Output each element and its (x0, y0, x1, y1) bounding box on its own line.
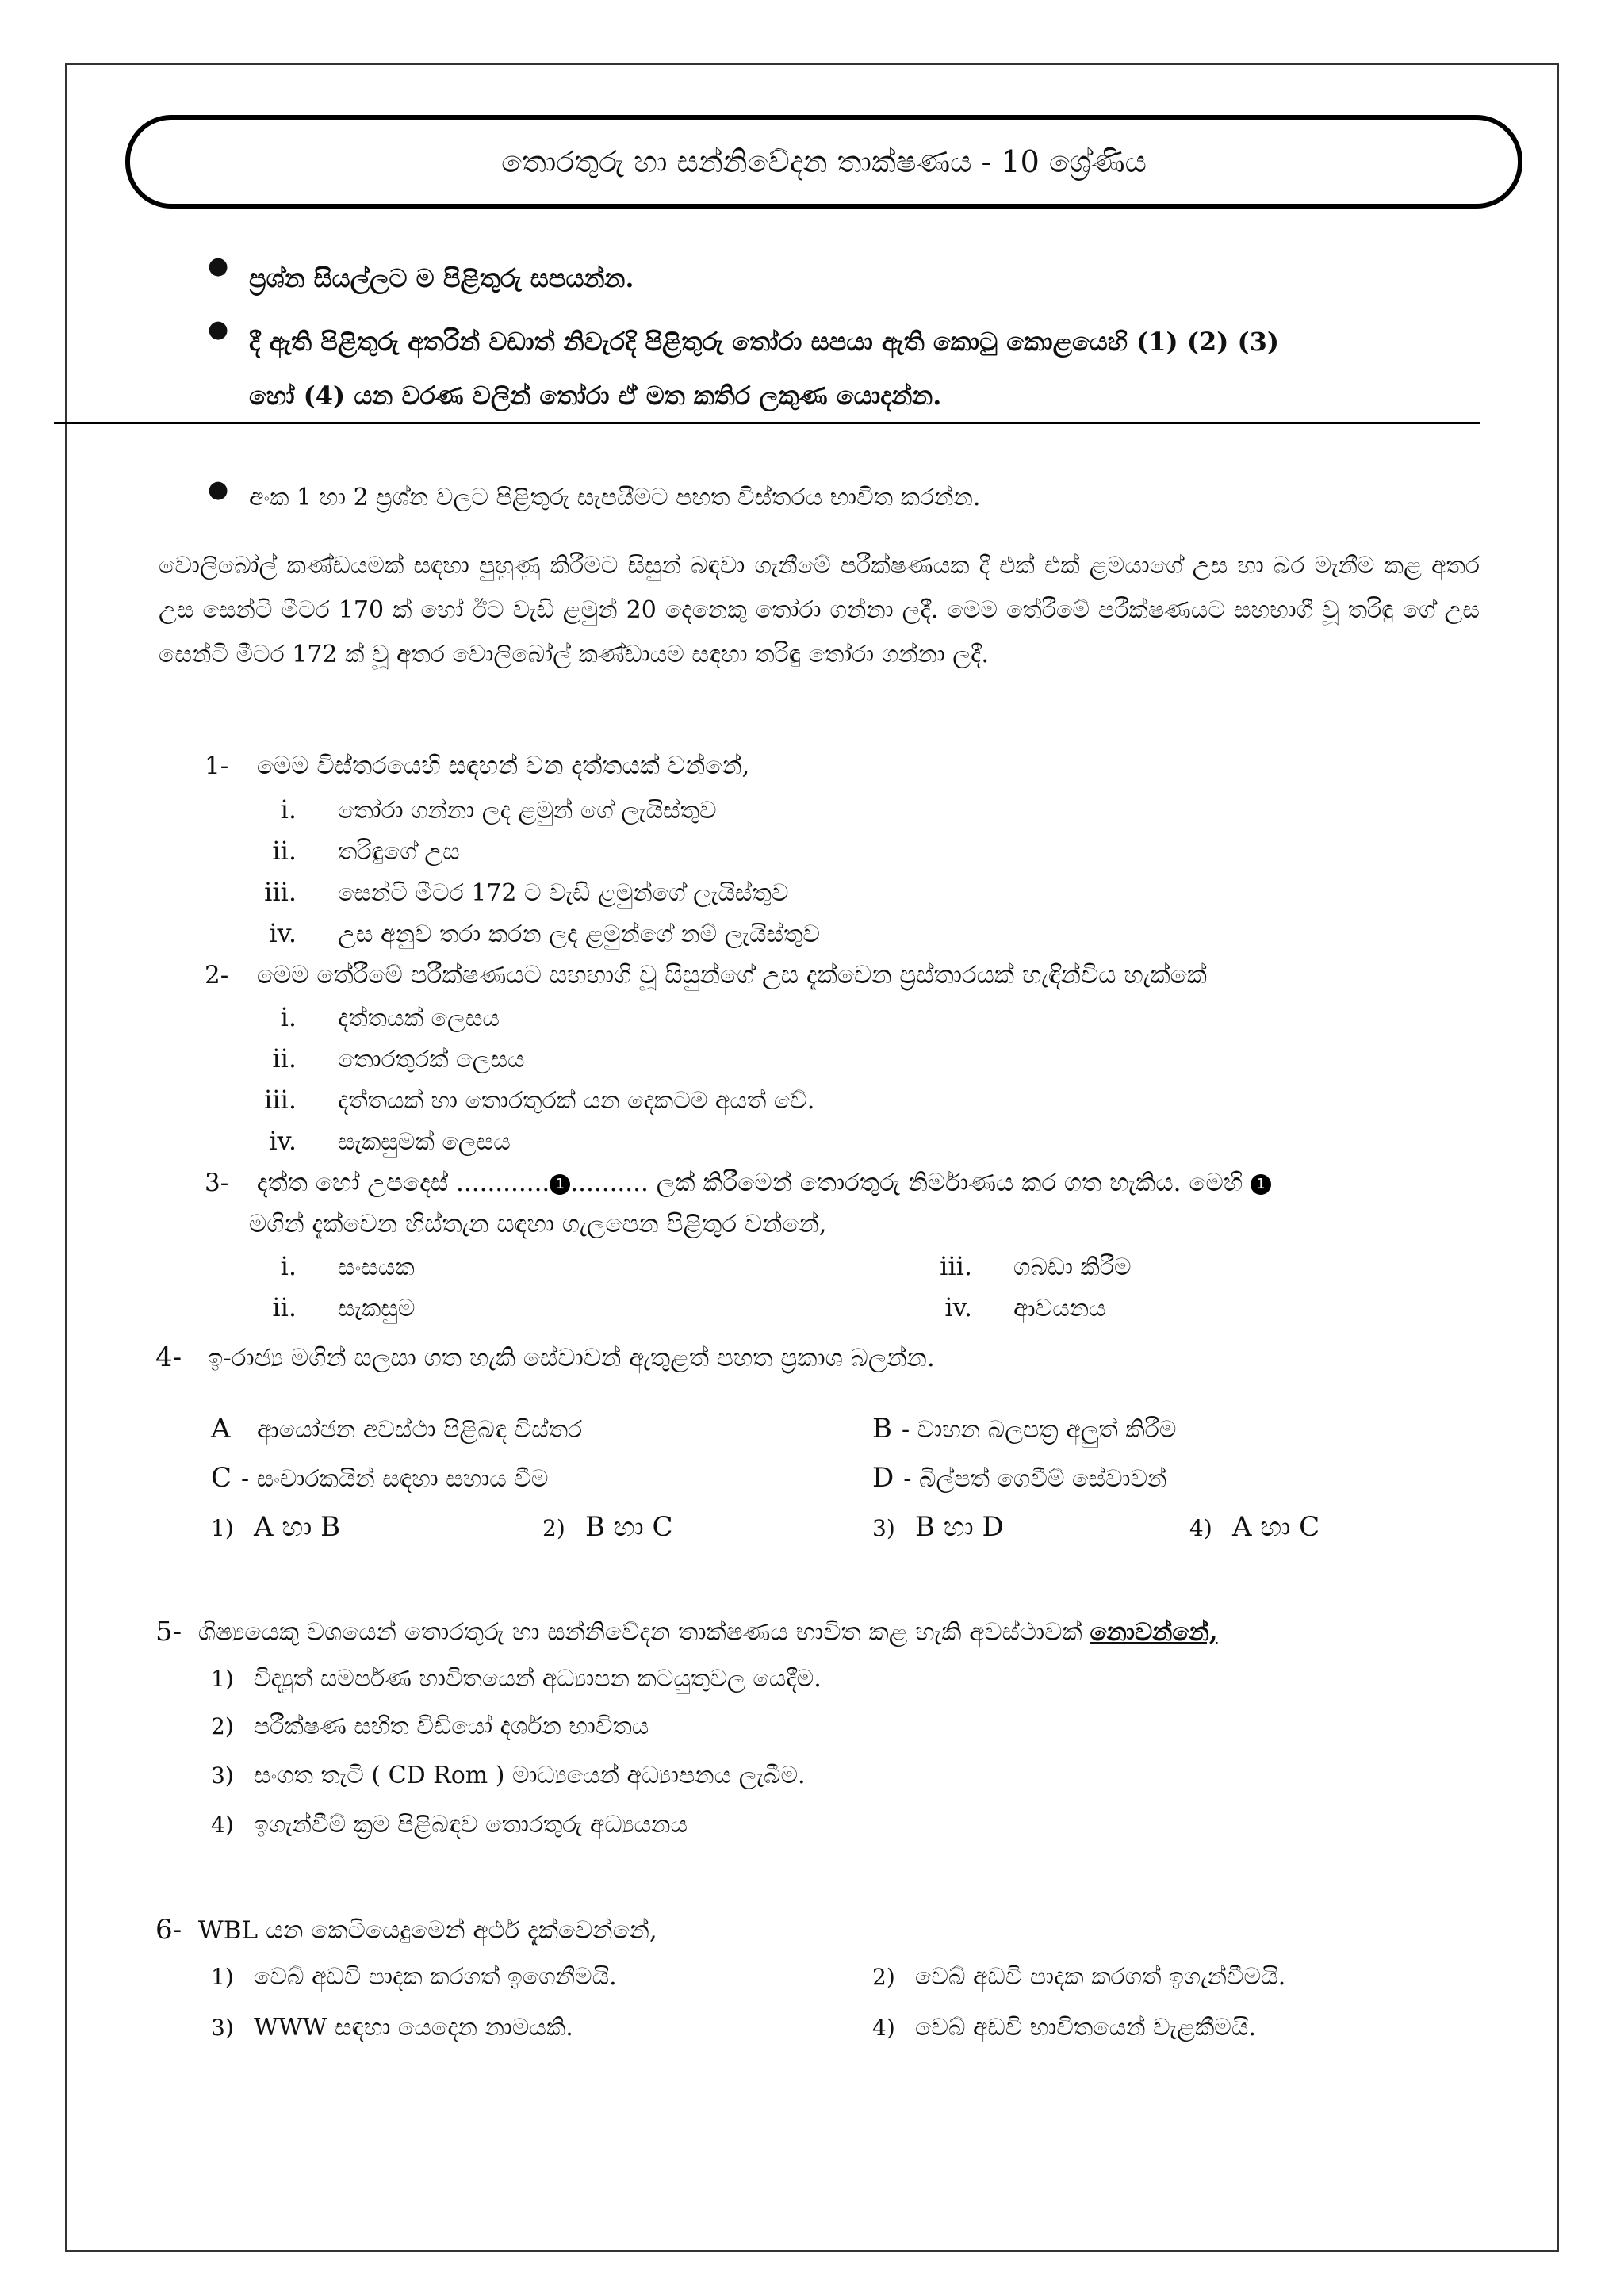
answer-option (238, 1126, 511, 1156)
answer-option (1189, 1511, 1320, 1543)
option-label: 2) (542, 1515, 565, 1541)
answer-option (872, 1511, 1004, 1543)
option-text: සංගත තැටි ( CD Rom ) මාධ්‍යයෙන් අධ්‍යාපනය ලැබීම. (254, 1762, 806, 1789)
note-text: අංක 1 හා 2 ප්‍රශ්න වලට පිළිතුරු සැපයීමට පහත විස්තරය භාවිත කරන්න. (249, 484, 981, 511)
option-text: WWW සඳහා යෙදෙන නාමයකි. (254, 2014, 573, 2042)
answer-option (238, 877, 788, 907)
question-3-continued (249, 1210, 827, 1239)
section-divider (54, 422, 1480, 424)
title-box (125, 115, 1522, 209)
question-text-b: .......... ලක් කිරීමෙන් තොරතුරු නිර්මාණය කර ගත හැකිය. මෙහි (570, 1169, 1243, 1197)
option-label: iv. (269, 1126, 297, 1156)
question-3 (205, 1169, 1271, 1198)
option-label: ii. (272, 1292, 297, 1322)
question-number: 1- (205, 752, 229, 780)
option-label: 4) (1189, 1515, 1212, 1541)
option-text: ඉගැන්වීම් ක්‍රම පිළිබඳව තොරතුරු අධ්‍යයනය (254, 1811, 688, 1839)
option-text: වෙබ් අඩවි පාදක කරගත් ඉගෙනීමයි. (254, 1963, 617, 1991)
statement-letter: D (872, 1462, 894, 1494)
option-label: ii. (272, 1043, 297, 1073)
option-label: 2) (211, 1713, 234, 1739)
note-item (208, 476, 980, 520)
option-label: 4) (872, 2015, 895, 2041)
question-number: 2- (205, 961, 229, 989)
statement-item (211, 1413, 582, 1445)
answer-option (238, 1043, 525, 1073)
statement-letter: A (211, 1413, 231, 1445)
option-text: A හා B (254, 1511, 341, 1543)
option-label: iii. (940, 1251, 972, 1281)
option-label: i. (280, 1002, 297, 1032)
answer-option (872, 1963, 1285, 1991)
option-label: iii. (264, 877, 297, 907)
answer-option (211, 2014, 573, 2042)
option-text: සංසයක (338, 1253, 415, 1281)
question-emphasis: නොවන්නේ, (1090, 1618, 1218, 1647)
answer-option (211, 1712, 649, 1740)
question-text: මෙම විස්තරයෙහි සඳහන් වන දත්තයක් වන්නේ, (256, 752, 750, 780)
blank-marker-icon: 1 (1251, 1174, 1271, 1195)
option-label: 2) (872, 1964, 895, 1990)
bullet-icon: ● (208, 316, 229, 343)
option-label: iv. (944, 1292, 972, 1322)
instruction-item (208, 316, 1279, 368)
statement-letter: B (872, 1413, 892, 1445)
question-number: 5- (155, 1616, 182, 1647)
blank-marker-icon: 1 (550, 1174, 570, 1195)
option-label: iv. (269, 918, 297, 948)
statement-item (872, 1462, 1166, 1494)
answer-option (238, 794, 717, 825)
statement-text: - සංචාරකයින් සඳහා සහාය වීම (241, 1465, 549, 1493)
option-label: 1) (211, 1666, 234, 1692)
answer-option (211, 1762, 806, 1789)
option-label: 3) (211, 2015, 234, 2041)
option-label: 1) (211, 1515, 234, 1541)
question-2 (205, 961, 1207, 990)
question-text: මෙම තේරීමේ පරීක්ෂණයට සහභාගි වූ සිසුන්ගේ උස දැක්වෙන ප්‍රස්තාරයක් හැඳින්විය හැක්කේ (256, 961, 1207, 989)
statement-item (872, 1413, 1176, 1445)
option-label: i. (280, 794, 297, 825)
option-text: B හා C (585, 1511, 673, 1543)
page-title: තොරතුරු හා සන්නිවේදන තාක්ෂණය - 10 ශ්‍රේණිය (501, 144, 1147, 179)
option-label: i. (280, 1251, 297, 1281)
option-text: සැකසුම (338, 1295, 416, 1322)
answer-option (914, 1251, 1132, 1281)
option-text: වෙබ් අඩවි පාදක කරගත් ඉගැන්වීමයි. (915, 1963, 1286, 1991)
option-text: විද්‍යුත් සමර්පණ භාවිතයෙන් අධ්‍යාපන කටයුතුවල යෙදීම. (254, 1665, 822, 1693)
instruction-item-continued (249, 369, 941, 422)
option-text: සැකසුමක් ලෙසය (338, 1128, 511, 1156)
answer-option (211, 1963, 617, 1991)
bullet-icon: ● (208, 476, 229, 503)
statement-text: ආයෝජන අවස්ථා පිළිබඳ විස්තර (257, 1416, 583, 1444)
answer-option (542, 1511, 673, 1543)
answer-option (914, 1292, 1106, 1322)
option-text: දත්තයක් ලෙසය (338, 1004, 500, 1032)
statement-text: - වාහන බලපත්‍ර අලුත් කිරීම (902, 1416, 1177, 1444)
option-text: ගබඩා කිරීම (1013, 1253, 1132, 1281)
option-label: iii. (264, 1085, 297, 1115)
instruction-text: හෝ (4) යන වරණ වලින් තෝරා ඒ මත කතිර ලකුණ යොදන්න. (249, 381, 942, 411)
option-text: තරිඳුගේ උස (338, 838, 460, 866)
answer-option (238, 1292, 415, 1322)
question-1 (205, 752, 749, 781)
option-text: B හා D (915, 1511, 1004, 1543)
question-text: මගින් දැක්වෙන හිස්තැන සඳහා ගැලපෙන පිළිතුර වන්නේ, (249, 1210, 827, 1238)
option-label: 3) (211, 1762, 234, 1789)
question-number: 3- (205, 1169, 229, 1197)
instruction-text: දී ඇති පිළිතුරු අතරින් වඩාත් නිවැරදි පිළිතුරු තෝරා සපයා ඇති කොටු කොළයෙහි (1) (2) (3) (249, 327, 1280, 357)
bullet-icon: ● (208, 252, 229, 280)
question-text: ශිෂ්‍යයෙකු වශයෙන් තොරතුරු හා සන්නිවේදන තාක්ෂණය භාවිත කළ හැකි අවස්ථාවක් (197, 1618, 1082, 1647)
statement-text: - බිල්පත් ගෙවීම් සේවාවන් (903, 1465, 1167, 1493)
option-label: 1) (211, 1964, 234, 1990)
option-text: උස අනුව තරා කරන ලද ළමුන්ගේ නම් ලැයිස්තුව (338, 920, 820, 948)
option-text: වෙබ් අඩවි භාවිතයෙන් වැළකීමයි. (915, 2014, 1256, 2042)
question-text: WBL යන කෙටියෙදුමෙන් අර්ථ දැක්වෙන්නේ, (197, 1916, 657, 1945)
option-text: දත්තයක් හා තොරතුරක් යන දෙකටම අයත් වේ. (338, 1087, 815, 1115)
instruction-item (208, 252, 634, 304)
instruction-text: ප්‍රශ්න සියල්ලට ම පිළිතුරු සපයන්න. (249, 263, 634, 293)
option-text: සෙන්ටි මීටර 172 ට වැඩි ළමුන්ගේ ලැයිස්තුව (338, 879, 789, 907)
answer-option (238, 1002, 500, 1032)
answer-option (872, 2014, 1256, 2042)
answer-option (211, 1511, 340, 1543)
option-label: ii. (272, 836, 297, 866)
option-text: A හා C (1232, 1511, 1320, 1543)
scenario-paragraph: වොලිබෝල් කණ්ඩයමක් සඳහා පුහුණු කිරීමට සිසුන් බඳවා ගැනීමේ පරීක්ෂණයක දී එක් එක් ළමයාගේ උස හා බර මැනීම කළ අතර උස සෙන්ටි මීටර 170 ක් හෝ ඊට වැඩි ළමුන් 20 දෙනෙකු තෝරා ගන්නා ලදී. මෙම තේරීමේ පරීක්ෂණයට සහභාගී වූ තරිඳු ගේ උස සෙන්ටි මීටර 172 ක් වූ අතර වොලිබෝල් කණ්ඩායම සඳහා තරිඳු තෝරා ගන්නා ලදී. (159, 552, 1480, 668)
question-6 (155, 1914, 657, 1946)
option-text: තොරතුරක් ලෙසය (338, 1046, 525, 1073)
answer-option (238, 1085, 814, 1115)
question-4 (155, 1341, 935, 1373)
option-label: 4) (211, 1812, 234, 1838)
question-number: 4- (155, 1341, 182, 1373)
statement-letter: C (211, 1462, 232, 1494)
option-text: පරීක්ෂණ සහිත වීඩියෝ දර්ශන භාවිතය (254, 1712, 649, 1740)
answer-option (238, 918, 820, 948)
question-text-a: දත්ත හෝ උපදෙස් ............ (256, 1169, 550, 1197)
answer-option (238, 1251, 415, 1281)
question-5 (155, 1616, 1218, 1647)
answer-option (211, 1665, 822, 1693)
option-text: තෝරා ගන්නා ලද ළමුන් ගේ ලැයිස්තුව (338, 797, 717, 825)
question-number: 6- (155, 1914, 182, 1946)
option-label: 3) (872, 1515, 895, 1541)
question-text: ඉ-රාජ්‍ය මගින් සලසා ගත හැකි සේවාවන් ඇතුළත් පහත ප්‍රකාශ බලන්න. (207, 1344, 935, 1372)
answer-option (211, 1811, 688, 1839)
option-text: ආවයනය (1013, 1295, 1106, 1322)
statement-item (211, 1462, 548, 1494)
answer-option (238, 836, 460, 866)
